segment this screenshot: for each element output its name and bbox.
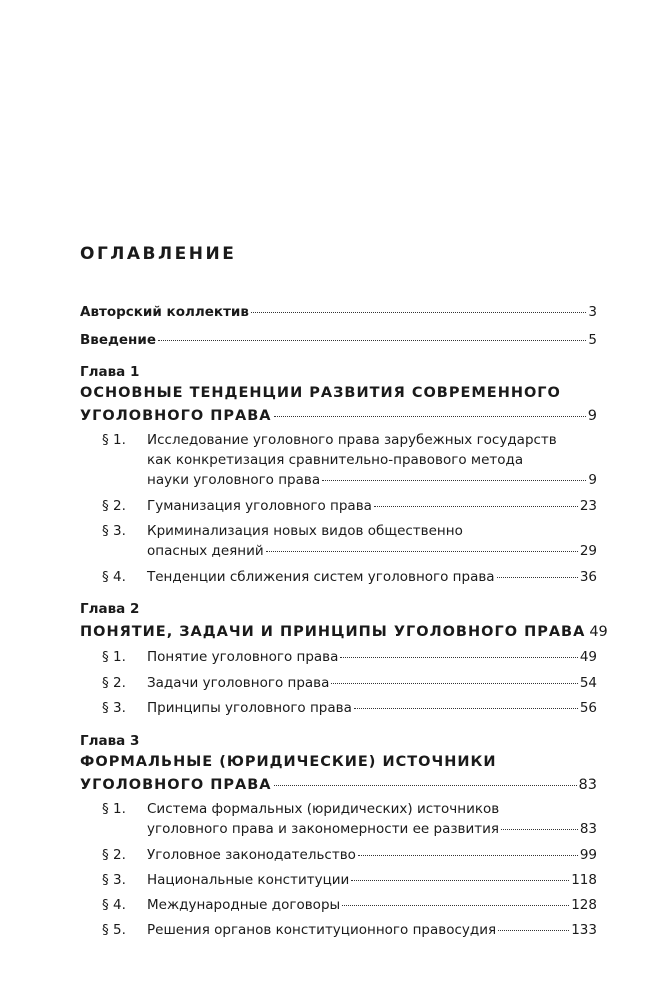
entry-page: 3: [588, 304, 597, 320]
chapter-title-line: УГОЛОВНОГО ПРАВА: [80, 408, 272, 424]
dot-leader: [358, 854, 578, 856]
entry-page: 36: [579, 569, 597, 585]
section-title-line: опасных деяний: [147, 543, 264, 559]
section-title-line: Система формальных (юридических) источников: [147, 801, 500, 817]
section-title-line: Международные договоры: [147, 897, 341, 913]
section-title-line: Тенденции сближения систем уголовного права: [147, 569, 495, 585]
entry-page: 5: [588, 332, 597, 348]
section-title-line: Принципы уголовного права: [147, 700, 352, 716]
section-title-line: уголовного права и закономерности ее развития: [147, 821, 500, 837]
entry-label: Введение: [80, 332, 156, 348]
section-number: § 3.: [102, 523, 126, 539]
dot-leader: [497, 576, 578, 578]
section-number: § 4.: [102, 569, 126, 585]
dot-leader: [274, 415, 586, 417]
entry-page: 83: [579, 821, 597, 837]
section-title-line: Национальные конституции: [147, 872, 350, 888]
entry-page: 29: [579, 543, 597, 559]
toc-entry-section[interactable]: [147, 920, 597, 940]
section-number: § 2.: [102, 847, 126, 863]
section-title-line: науки уголовного права: [147, 472, 321, 488]
entry-label: Авторский коллектив: [80, 304, 249, 320]
dot-leader: [354, 707, 578, 709]
section-number: § 1.: [102, 432, 126, 448]
toc-entry-section[interactable]: [147, 673, 597, 693]
toc-entry-chapter-2[interactable]: [80, 622, 608, 642]
chapter-title-line: ОСНОВНЫЕ ТЕНДЕНЦИИ РАЗВИТИЯ СОВРЕМЕННОГО: [80, 385, 561, 401]
chapter-label: Глава 1: [80, 364, 140, 380]
section-number: § 2.: [102, 498, 126, 514]
entry-page: 49: [579, 649, 597, 665]
toc-entry-section[interactable]: [147, 647, 597, 667]
chapter-label: Глава 3: [80, 733, 140, 749]
dot-leader: [351, 879, 569, 881]
section-title-line: Решения органов конституционного правосудия: [147, 922, 497, 938]
dot-leader: [374, 505, 578, 507]
entry-page: 99: [579, 847, 597, 863]
dot-leader: [501, 828, 578, 830]
entry-page: 83: [578, 777, 597, 793]
dot-leader: [498, 929, 569, 931]
entry-page: 49: [589, 624, 608, 640]
dot-leader: [251, 311, 587, 313]
chapter-title-line: ПОНЯТИЕ, ЗАДАЧИ И ПРИНЦИПЫ УГОЛОВНОГО ПРАВА: [80, 624, 586, 640]
chapter-title-line: ФОРМАЛЬНЫЕ (ЮРИДИЧЕСКИЕ) ИСТОЧНИКИ: [80, 754, 497, 770]
toc-entry-chapter-3[interactable]: [80, 775, 597, 795]
section-title-line: Задачи уголовного права: [147, 675, 330, 691]
section-number: § 1.: [102, 649, 126, 665]
chapter-label: Глава 2: [80, 601, 140, 617]
entry-page: 54: [579, 675, 597, 691]
toc-entry-section[interactable]: [147, 567, 597, 587]
entry-page: 56: [579, 700, 597, 716]
section-title-line: Понятие уголовного права: [147, 649, 339, 665]
toc-entry-section[interactable]: [147, 895, 597, 915]
entry-page: 133: [571, 922, 597, 938]
toc-entry-authors[interactable]: [80, 302, 597, 322]
entry-page: 118: [571, 872, 597, 888]
toc-entry-section[interactable]: [147, 541, 597, 561]
section-number: § 5.: [102, 922, 126, 938]
toc-entry-section[interactable]: [147, 698, 597, 718]
section-title-line: Гуманизация уголовного права: [147, 498, 372, 514]
dot-leader: [322, 479, 586, 481]
entry-page: 9: [587, 408, 597, 424]
toc-title: ОГЛАВЛЕНИЕ: [80, 244, 237, 264]
toc-entry-section[interactable]: [147, 819, 597, 839]
section-title-line: как конкретизация сравнительно-правового метода: [147, 452, 524, 468]
dot-leader: [266, 550, 578, 552]
section-number: § 4.: [102, 897, 126, 913]
entry-page: 9: [588, 472, 597, 488]
section-title-line: Уголовное законодательство: [147, 847, 356, 863]
toc-entry-intro[interactable]: [80, 330, 597, 350]
dot-leader: [331, 682, 577, 684]
dot-leader: [342, 904, 569, 906]
section-title-line: Исследование уголовного права зарубежных государств: [147, 432, 557, 448]
section-number: § 3.: [102, 872, 126, 888]
dot-leader: [274, 784, 577, 786]
entry-page: 23: [579, 498, 597, 514]
dot-leader: [158, 339, 586, 341]
entry-page: 128: [571, 897, 597, 913]
section-number: § 1.: [102, 801, 126, 817]
chapter-title-line: УГОЛОВНОГО ПРАВА: [80, 777, 272, 793]
dot-leader: [340, 656, 577, 658]
toc-entry-section[interactable]: [147, 870, 597, 890]
toc-entry-section[interactable]: [147, 496, 597, 516]
section-title-line: Криминализация новых видов общественно: [147, 523, 463, 539]
toc-entry-section[interactable]: [147, 470, 597, 490]
toc-entry-section[interactable]: [147, 845, 597, 865]
section-number: § 3.: [102, 700, 126, 716]
toc-entry-chapter-1[interactable]: [80, 406, 597, 426]
section-number: § 2.: [102, 675, 126, 691]
